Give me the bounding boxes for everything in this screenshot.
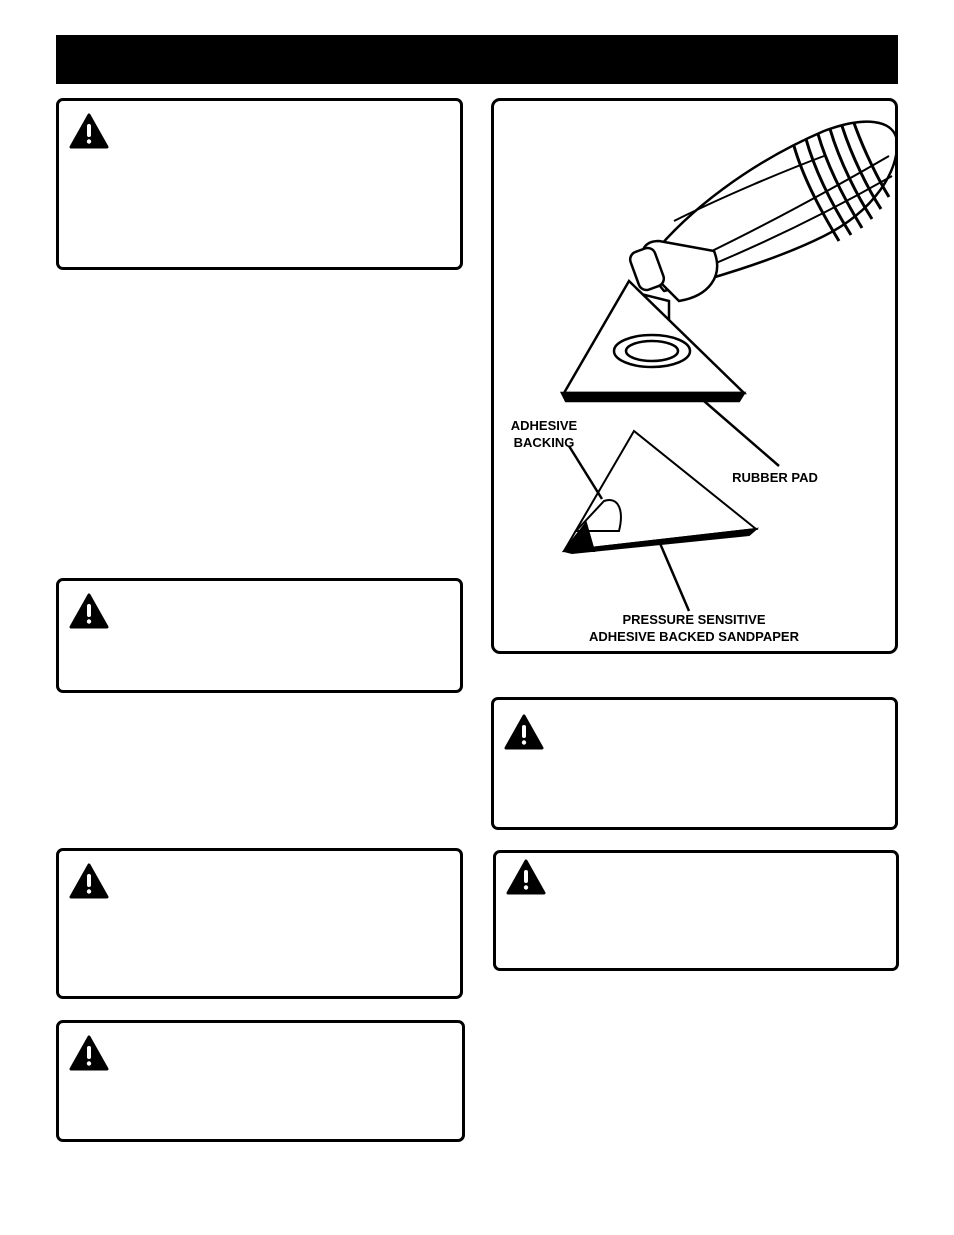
warning-box-3 (56, 848, 463, 999)
warning-box-6 (493, 850, 899, 971)
warning-box-1 (56, 98, 463, 270)
adhesive-backing-label: ADHESIVE BACKING (510, 418, 578, 450)
sandpaper-installation-figure (491, 98, 898, 654)
detail-sander-illustration (494, 101, 895, 651)
warning-triangle-icon (69, 113, 109, 149)
warning-triangle-icon (69, 1035, 109, 1071)
page-header-bar (56, 35, 898, 84)
warning-triangle-icon (69, 593, 109, 629)
warning-triangle-icon (69, 863, 109, 899)
sandpaper-sheet (564, 431, 756, 553)
warning-triangle-icon (506, 859, 546, 895)
rubber-pad-label: RUBBER PAD (732, 470, 818, 485)
warning-box-2 (56, 578, 463, 693)
warning-triangle-icon (504, 714, 544, 750)
sandpaper-label: PRESSURE SENSITIVE ADHESIVE BACKED SANDPAPER (589, 612, 799, 644)
warning-box-4 (56, 1020, 465, 1142)
warning-box-5 (491, 697, 898, 830)
